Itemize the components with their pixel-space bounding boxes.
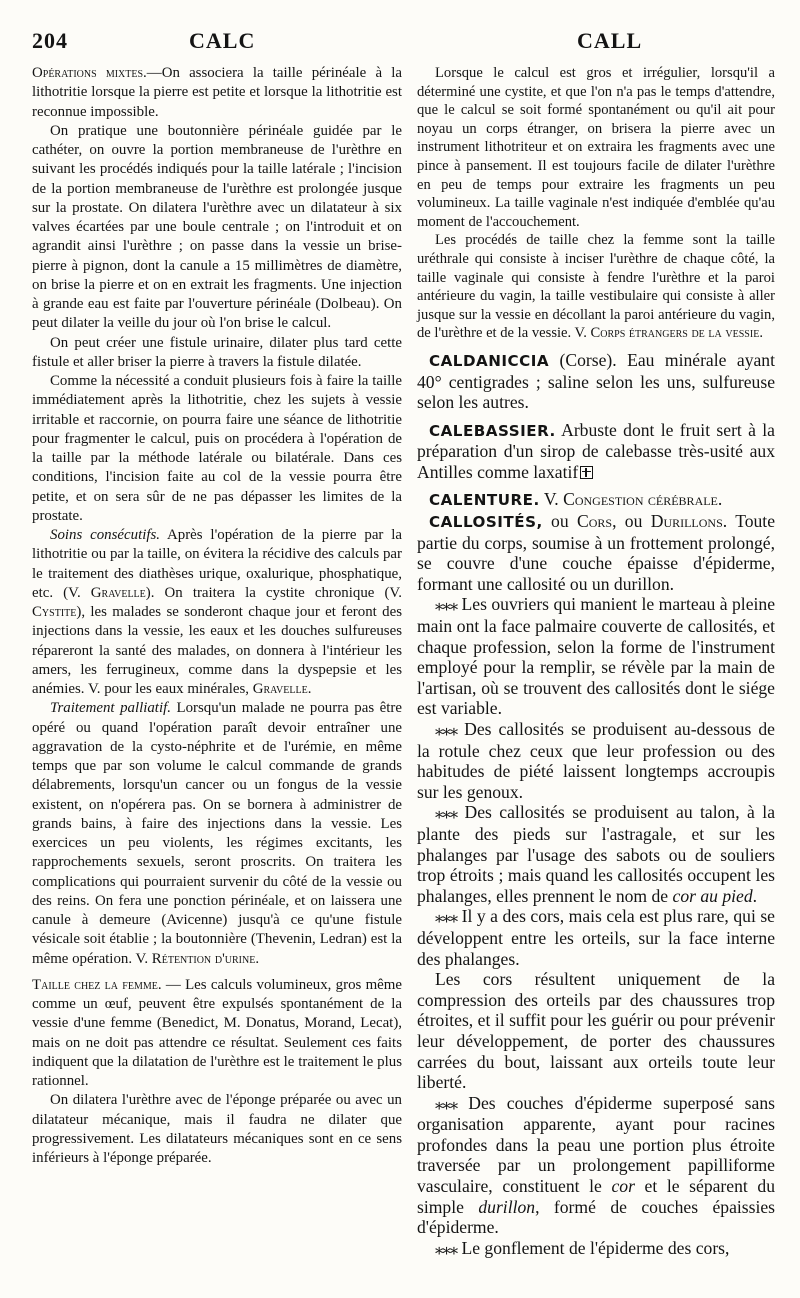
- entry-term: CALDANICCIA: [429, 351, 550, 370]
- asterism: ⁎⁎⁎: [435, 595, 458, 615]
- right-column: [417, 64, 775, 1259]
- paragraph-soins-consecutifs: Soins consécutifs. Après l'opération de la pierre par la lithotritie ou par la taille, on évitera la récidive des calculs par le traitement des diathèses urique, oxalurique, phosphatique, etc. (V. Gravelle). On traitera la cystite chronique (V. Cystite), les malades se sonderont chaque jour et feront des injections dans la vessie, les eaux et les douches sulfureuses répareront la santé des malades, on donnera à l'intérieur les amers, les ferrugineux, comme dans la dyspepsie et les anémies. V. pour les eaux minérales, Gravelle.: [32, 527, 402, 697]
- cross-reference: Congestion cérébrale: [563, 489, 718, 510]
- asterism: ⁎⁎⁎: [435, 720, 458, 739]
- paragraph-taille-femme: Taille chez la femme. — Les calculs volumineux, gros même comme un œuf, peuvent être expulsés spontanément de la vessie d'une femme (Benedict, M. Donatus, Morand, Lecat), mais on ne doit pas attendre ce résultat. Seulement ces faits indiquent que la dilatation de l'urèthre est le traitement le plus rationnel.: [32, 976, 402, 1089]
- cross-reference: Gravelle: [90, 584, 146, 601]
- left-column: [32, 64, 402, 1168]
- asterism: ⁎⁎⁎: [435, 1238, 458, 1258]
- paragraph: Lorsque le calcul est gros et irrégulier, lorsqu'il a déterminé une cystite, et que l'on n'a pas le temps d'attendre, que le calcul se soit formé spontanément ou qu'il ait pour noyau un corps étranger, on brisera la pierre avec un instrument lithotriteur et on extraira les fragments avec une pince à pansement. Il est toujours facile de dilater l'urèthre en peu de temps pour extraire les fragments un peu volumineux. La taille vaginale n'est indiquée d'emblée qu'au moment de l'accouchement.: [417, 65, 775, 230]
- paragraph: On dilatera l'urèthre avec de l'éponge préparée ou avec un dilatateur mécanique, mais il faudra ne dilater que progressivement. Les dilatateurs mécaniques sont en ce sens inférieurs à l'éponge préparée.: [32, 1092, 402, 1166]
- paragraph: ⁎⁎⁎ Il y a des cors, mais cela est plus rare, qui se développent entre les orteils, sur la face interne des phalanges.: [417, 906, 775, 969]
- entry-term: CALENTURE.: [429, 491, 540, 510]
- paragraph: ⁎⁎⁎ Des callosités se produisent au-dessous de la rotule chez ceux que leur profession ou des habitudes de piété laissent longtemps accroupis sur les genoux.: [417, 719, 775, 802]
- asterism: ⁎⁎⁎: [435, 1093, 458, 1113]
- cross-reference: Corps étrangers de la vessie: [590, 325, 760, 342]
- cross-reference: Gravelle: [252, 681, 308, 697]
- asterism: ⁎⁎⁎: [435, 803, 458, 823]
- cross-reference: Cystite: [32, 604, 77, 620]
- entry-term: CALLOSITÉS,: [429, 513, 543, 532]
- paragraph: ⁎⁎⁎ Des callosités se produisent au talon, à la plante des pieds sur l'astragale, et sur les phalanges par l'usage des sabots ou de souliers trop étroits ; mais quand les callosités occupent les phalanges, elles prennent le nom de cor au pied.: [417, 802, 775, 906]
- section-label: Taille chez la femme.: [32, 976, 162, 993]
- paragraph: Comme la nécessité a conduit plusieurs fois à faire la taille immédiatement après la lithotritie, chez les sujets à vessie irritable et raccornie, on pourra faire une séance de lithotritie pour fragmenter le calcul, puis on procédera à l'opération de la taille par la méthode latérale ou bilatérale. Dans ces conditions, l'incision faite au col de la vessie pourra être petite, et on sera sûr de ne pas dépasser les limites de la prostate.: [32, 373, 402, 524]
- paragraph: On pratique une boutonnière périnéale guidée par le cathéter, on ouvre la portion membraneuse de l'urèthre en suivant les procédés indiqués pour la taille latérale ; l'incision de la portion membraneuse de l'urèthre est prolongée jusque sur la prostate. On dilatera l'urèthre avec un dilatateur à six valves écartées par une boule centrale ; on l'introduit et on agrandit ainsi l'urèthre ; on passe dans la vessie un brise-pierre à pignon, dont la canule a 15 millimètres de diamètre, on brise la pierre et on en extrait les fragments. Une injection à grande eau est faite par l'ouverture périnéale (Dolbeau). On peut dilater la veille du jour où l'on brise le calcul.: [32, 122, 402, 332]
- dictionary-entries: [417, 350, 775, 1260]
- paragraph: ⁎⁎⁎ Les ouvriers qui manient le marteau à pleine main ont la face palmaire couverte de callosités, et chaque profession, selon la forme de l'instrument employé pour la remplir, se révèle par la main de l'artisan, où se trouvent des callosités dont le siége est variable.: [417, 594, 775, 719]
- paragraph-traitement-palliatif: Traitement palliatif. Lorsqu'un malade ne pourra pas être opéré ou quand l'opération paraît devoir entraîner une aggravation de la cysto-néphrite et de l'urémie, en même temps que par son volume le calcul commande de grands délabrements, lorsqu'un cancer ou un fongus de la vessie existent, on n'opérera pas. On se bornera à administrer de grands bains, à faire des injections dans la vessie. Les exercices un peu violents, les régimes excitants, les rapprochements sexuels, seront proscrits. On traitera les complications qui pourraient survenir du côté de la vessie ou des reins. On fera une ponction périnéale, et on laissera une canule à demeure (Avicenne) jusqu'à ce qu'une fistule vésicale soit établie ; la boutonnière (Thevenin, Ledran) est la même opération. V. Rétention d'urine.: [32, 700, 402, 967]
- asterism: ⁎⁎⁎: [435, 907, 458, 927]
- entry-callosites: CALLOSITÉS, ou Cors, ou Durillons. Toute partie du corps, soumise à un frottement prolongé, se couvre d'une couche épaisse d'épiderme, formant une callosité ou un durillon.: [417, 511, 776, 594]
- section-label: Soins consécutifs.: [50, 527, 160, 543]
- cross-reference: Rétention d'urine: [151, 950, 256, 967]
- paragraph: ⁎⁎⁎ Des couches d'épiderme superposé sans organisation apparente, ayant pour racines profondes dans la peau une portion plus étroite traversée par un prolongement papilliforme vasculaire, constituent le cor et le séparent du simple durillon, formé de couches épaissies d'épiderme.: [417, 1092, 776, 1238]
- entry-calebassier: CALEBASSIER. Arbuste dont le fruit sert à la préparation d'un sirop de calebasse très-usité aux Antilles comme laxatif: [417, 419, 775, 482]
- paragraph: Les procédés de taille chez la femme sont la taille uréthrale qui consiste à inciser l'urèthre de chaque côté, la taille vaginale qui consiste à fendre l'urèthre et la paroi antérieure du vagin, la taille vestibulaire qui consiste à aller jusque sur la vessie en décollant la paroi antérieure du vagin, de l'urèthre et de la vessie. V. Corps étrangers de la vessie.: [417, 232, 775, 342]
- page-number: 204: [32, 28, 68, 53]
- entry-caldaniccia: CALDANICCIA (Corse). Eau minérale ayant 40° centigrades ; saline selon les uns, sulfureuse selon les autres.: [417, 349, 775, 413]
- paragraph: On peut créer une fistule urinaire, dilater plus tard cette fistule et aller briser la pierre à travers la fistule dilatée.: [32, 334, 402, 370]
- cross-symbol-icon: [580, 466, 593, 479]
- running-head-left: CALC: [189, 28, 256, 53]
- section-label: Traitement palliatif.: [50, 700, 171, 717]
- entry-term: CALEBASSIER.: [429, 421, 556, 440]
- running-head-right: CALL: [577, 28, 643, 53]
- paragraph: ⁎⁎⁎ Le gonflement de l'épiderme des cors,: [435, 1237, 730, 1258]
- paragraph-operations-mixtes: Opérations mixtes.—On associera la taille périnéale à la lithotritie lorsque la pierre est petite et lorsque la lithotritie est reconnue impossible.: [32, 65, 403, 120]
- paragraph: Les cors résultent uniquement de la compression des orteils par des chaussures trop étroites, et il suffit pour les guérir ou pour prévenir leur développement, de porter des chaussures carrées du bout, laissant aux orteils toute leur liberté.: [417, 969, 775, 1093]
- entry-calenture: CALENTURE. V. Congestion cérébrale.: [429, 489, 723, 510]
- section-label: Opérations mixtes.: [32, 65, 147, 81]
